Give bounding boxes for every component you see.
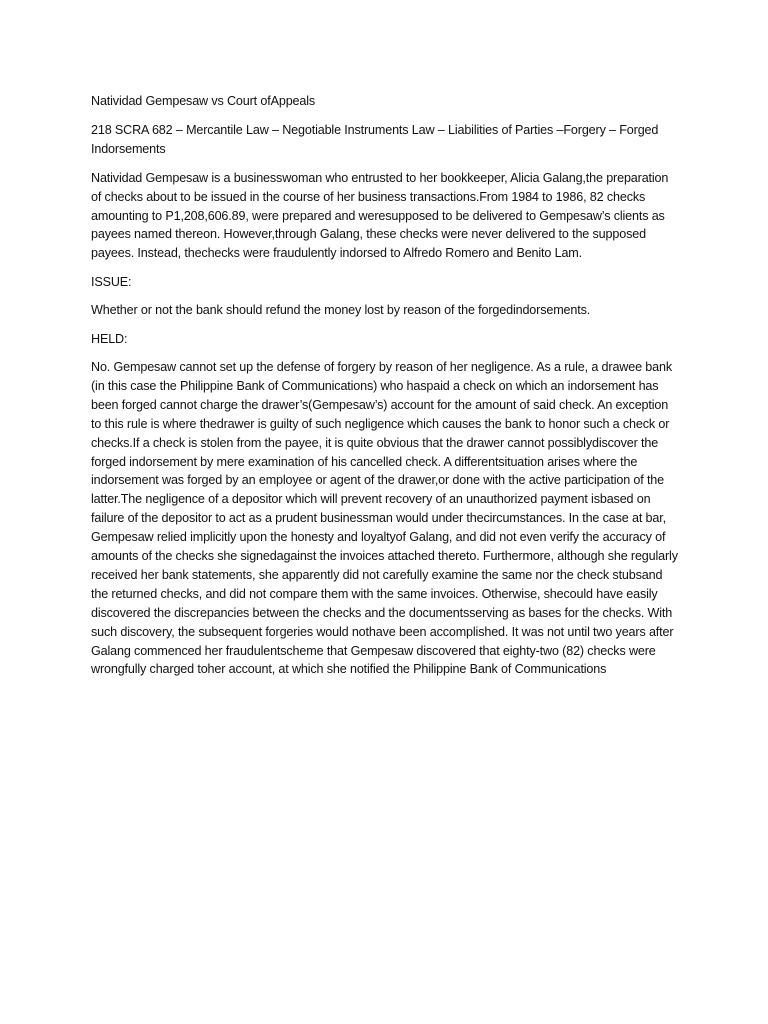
- case-title: Natividad Gempesaw vs Court ofAppeals: [91, 94, 316, 108]
- issue-paragraph: Whether or not the bank should refund the money lost by reason of the forgedindorsements.: [91, 303, 591, 318]
- held-paragraph: No. Gempesaw cannot set up the defense of forgery by reason of her negligence. As a rule, a drawee bank (in this case the Philippine Bank of Communications) who haspaid a check on which an indorsement has been forged cannot charge the drawer’s(Gempesaw’s) account for the amount of said check. An exception to this rule is where thedrawer is guilty of such negligence which causes the bank to honor such a check or checks.If a check is stolen from the payee, it is quite obvious that the drawer cannot possiblydiscover the forged indorsement by mere examination of his cancelled check. A differentsituation arises where the indorsement was forged by an employee or agent of the drawer,or done with the active participation of the latter.The negligence of a depositor which will prevent recovery of an unauthorized payment isbased on failure of the depositor to act as a prudent businessman would under thecircumstances. In the case at bar, Gempesaw relied implicitly upon the honesty and loyaltyof Galang, and did not even verify the accuracy of amounts of the checks she signedagainst the invoices attached thereto. Furthermore, although she regularly received her bank statements, she apparently did not carefully examine the same nor the check stubsand the returned checks, and did not compare them with the same invoices. Otherwise, shecould have easily discovered the discrepancies between the checks and the documentsserving as bases for the checks. With such discovery, the subsequent forgeries would nothave been accomplished. It was not until two years after Galang commenced her fraudulentscheme that Gempesaw discovered that eighty-two (82) checks were wrongfully charged toher account, at which she notified the Philippine Bank of Communications: [91, 359, 678, 677]
- held-heading: HELD:: [91, 332, 128, 347]
- issue-heading: ISSUE:: [91, 275, 132, 290]
- document-body: [91, 92, 681, 689]
- facts-paragraph: Natividad Gempesaw is a businesswoman who entrusted to her bookkeeper, Alicia Galang,the preparation of checks about to be issued in the course of her business transactions.From 1984 to 1986, 82 checks amounting to P1,208,606.89, were prepared and weresupposed to be delivered to Gempesaw’s clients as payees named thereon. However,through Galang, these checks were never delivered to the supposed payees. Instead, thechecks were fraudulently indorsed to Alfredo Romero and Benito Lam.: [91, 170, 669, 261]
- case-citation: 218 SCRA 682 – Mercantile Law – Negotiable Instruments Law – Liabilities of Parties –Forgery – Forged Indorsements: [91, 122, 659, 156]
